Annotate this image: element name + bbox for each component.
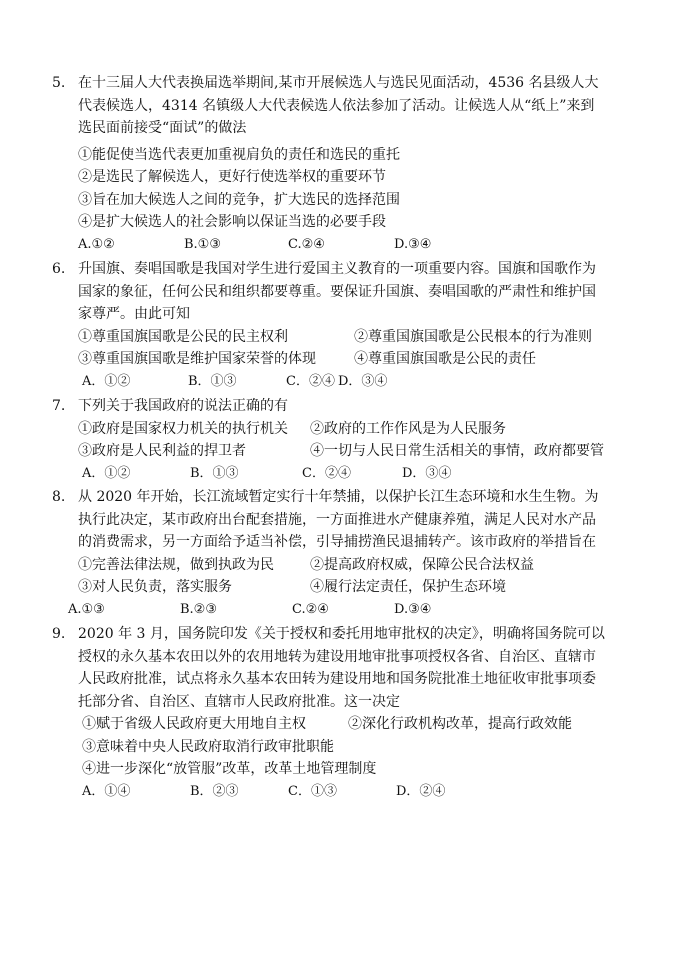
stem-text: 升国旗、奏唱国歌是我国对学生进行爱国主义教育的一项重要内容。国旗和国歌作为 bbox=[78, 261, 596, 277]
question-stem-line bbox=[52, 486, 638, 509]
statement: ③对人民负责，落实服务 bbox=[78, 579, 232, 595]
answer-choices bbox=[68, 599, 638, 622]
statement: ③意味着中央人民政府取消行政审批职能 bbox=[82, 738, 334, 755]
statement: ②深化行政机构改革，提高行政效能 bbox=[348, 716, 572, 732]
choice-c[interactable]: C．②④ bbox=[286, 373, 335, 389]
statement: ①能促使当选代表更加重视肩负的责任和选民的重托 bbox=[78, 146, 400, 163]
statement: ③政府是人民利益的捍卫者 bbox=[78, 443, 246, 459]
statement: ④一切与人民日常生活相关的事情，政府都要管 bbox=[310, 443, 604, 459]
question-stem-line bbox=[52, 72, 638, 95]
statement: ②尊重国旗国歌是公民根本的行为准则 bbox=[354, 328, 592, 345]
choice-a[interactable]: A．①④ bbox=[82, 783, 131, 799]
statement: ④尊重国旗国歌是公民的责任 bbox=[354, 351, 536, 367]
statement: ①政府是国家权力机关的执行机关 bbox=[78, 420, 288, 437]
stem-text: 2020 年 3 月，国务院印发《关于授权和委托用地审批权的决定》，明确将国务院可以 bbox=[78, 626, 605, 642]
choice-a[interactable]: A．①② bbox=[82, 465, 131, 481]
choice-a[interactable]: A.①② bbox=[78, 236, 115, 252]
choice-d[interactable]: D．③④ bbox=[338, 373, 388, 389]
stem-text: 在十三届人大代表换届选举期间,某市开展候选人与选民见面活动，4536 名县级人大 bbox=[78, 75, 599, 91]
stem-text: 从 2020 年开始，长江流域暂定实行十年禁捕，以保护长江生态环境和水生生物。为 bbox=[78, 489, 599, 505]
question-8 bbox=[52, 486, 638, 621]
statement-row bbox=[78, 713, 638, 736]
statement: ③旨在加大候选人之间的竞争，扩大选民的选择范围 bbox=[78, 191, 400, 208]
choice-c[interactable]: C．②④ bbox=[302, 465, 351, 481]
question-number: 8. bbox=[52, 489, 66, 505]
question-stem-line: 选民面前接受“面试”的做法 bbox=[78, 120, 247, 136]
choice-b[interactable]: B.②③ bbox=[180, 601, 217, 617]
question-stem-line: 家尊严。由此可知 bbox=[78, 306, 190, 322]
choice-d[interactable]: D．③④ bbox=[402, 465, 452, 481]
question-stem-line: 代表候选人，4314 名镇级人大代表候选人依法参加了活动。让候选人从“纸上”来到 bbox=[78, 97, 595, 114]
answer-choices bbox=[78, 463, 638, 486]
answer-choices bbox=[78, 371, 638, 394]
statement-row bbox=[78, 554, 638, 577]
choice-b[interactable]: B．①③ bbox=[190, 465, 239, 481]
question-number: 5. bbox=[52, 75, 66, 91]
statement: ②是选民了解候选人，更好行使选举权的重要环节 bbox=[78, 169, 386, 185]
question-stem-line bbox=[52, 395, 638, 418]
choice-c[interactable]: C．①③ bbox=[288, 783, 337, 799]
statement-row bbox=[78, 440, 638, 463]
statement-row bbox=[78, 348, 638, 371]
statement: ④是扩大候选人的社会影响以保证当选的必要手段 bbox=[78, 214, 386, 230]
question-6 bbox=[52, 258, 638, 393]
statement: ④履行法定责任，保护生态环境 bbox=[310, 579, 506, 595]
choice-c[interactable]: C.②④ bbox=[292, 601, 329, 617]
answer-choices bbox=[78, 234, 638, 257]
question-stem-line bbox=[52, 258, 638, 281]
statement: ④进一步深化“放管服”改革，改革土地管理制度 bbox=[82, 761, 377, 777]
choice-d[interactable]: D.③④ bbox=[394, 236, 432, 252]
statement: ②提高政府权威，保障公民合法权益 bbox=[310, 556, 534, 573]
question-number: 6. bbox=[52, 261, 66, 277]
question-7 bbox=[52, 395, 638, 485]
question-5 bbox=[52, 72, 638, 256]
question-9 bbox=[52, 623, 638, 803]
question-number: 9. bbox=[52, 626, 66, 642]
choice-a[interactable]: A.①③ bbox=[68, 601, 105, 617]
statement-row bbox=[78, 576, 638, 599]
stem-text: 下列关于我国政府的说法正确的有 bbox=[78, 398, 288, 414]
question-stem-line: 执行此决定，某市政府出台配套措施，一方面推进水产健康养殖，满足人民对水产品 bbox=[78, 511, 596, 528]
choice-d[interactable]: D.③④ bbox=[394, 601, 432, 617]
statement: ①完善法律法规，做到执政为民 bbox=[78, 556, 274, 573]
question-stem-line: 人民政府批准，试点将永久基本农田转为建设用地和国务院批准土地征收审批事项委 bbox=[78, 671, 596, 687]
answer-choices bbox=[78, 781, 638, 804]
statement: ①赋于省级人民政府更大用地自主权 bbox=[82, 716, 306, 732]
question-stem-line: 授权的永久基本农田以外的农用地转为建设用地审批事项授权各省、自治区、直辖市 bbox=[78, 648, 596, 665]
statement-row bbox=[78, 326, 638, 349]
statement: ③尊重国旗国歌是维护国家荣誉的体现 bbox=[78, 351, 316, 367]
statement: ②政府的工作作风是为人民服务 bbox=[310, 420, 506, 437]
question-number: 7. bbox=[52, 398, 66, 414]
choice-d[interactable]: D．②④ bbox=[396, 783, 446, 799]
choice-b[interactable]: B.①③ bbox=[184, 236, 221, 252]
choice-b[interactable]: B．①③ bbox=[188, 373, 237, 389]
question-stem-line bbox=[52, 623, 638, 646]
question-stem-line: 托部分省、自治区、直辖市人民政府批准。这一决定 bbox=[78, 693, 400, 710]
choice-a[interactable]: A．①② bbox=[82, 373, 131, 389]
question-stem-line: 的消费需求，另一方面给予适当补偿，引导捕捞渔民退捕转产。该市政府的举措旨在 bbox=[78, 534, 596, 550]
choice-c[interactable]: C.②④ bbox=[288, 236, 325, 252]
statement: ①尊重国旗国歌是公民的民主权利 bbox=[78, 328, 288, 345]
statement-row bbox=[78, 418, 638, 441]
choice-b[interactable]: B．②③ bbox=[190, 783, 239, 799]
question-stem-line: 国家的象征，任何公民和组织都要尊重。要保证升国旗、奏唱国歌的严肃性和维护国 bbox=[78, 283, 596, 300]
